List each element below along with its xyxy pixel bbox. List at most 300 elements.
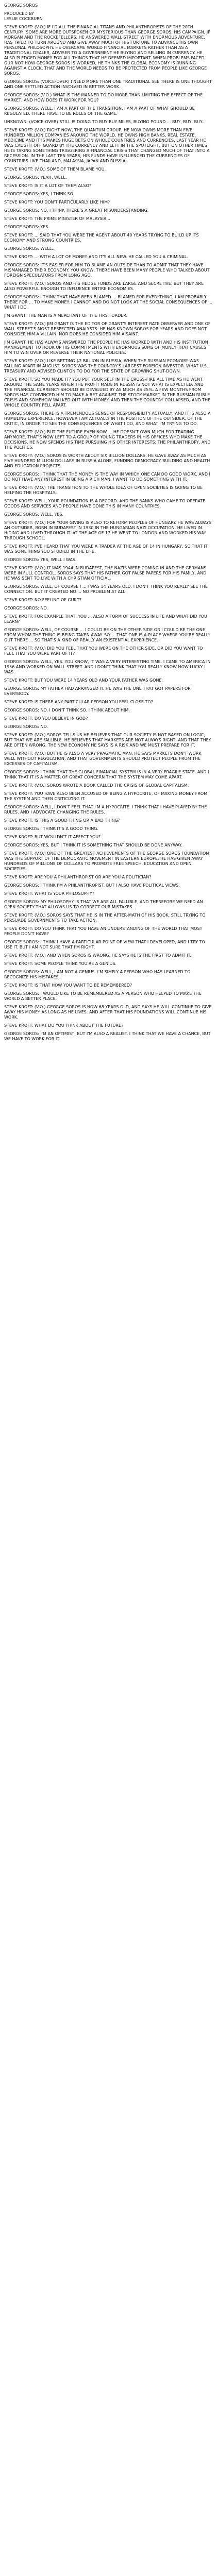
paragraph-text: I THINK THAT THE MONEY IS THE WAY IN WHICH ONE CAN DO GOOD WORK. AND I DO NOT HAVE ANY INTEREST IN BEING A RICH MAN. I WANT TO DO SOMETHING WITH IT. xyxy=(4,472,210,482)
speaker-separator: : xyxy=(38,295,41,299)
speaker-name: STEVE KROFT xyxy=(4,377,32,382)
paragraph-text: MY PHILOSOPHY IS THAT WE ARE ALL FALLIBLE, AND THEREFORE WE NEED AN OPEN SOCIETY THAT ALLOWS US TO CORRECT OUR MISTAKES. xyxy=(4,900,203,909)
speaker-separator: : xyxy=(31,614,35,619)
speaker-name: GEORGE SOROS xyxy=(4,93,38,97)
paragraph-text: I THINK I'M A PHILANTHROPIST. BUT I ALSO HAVE POLITICAL VIEWS. xyxy=(40,883,180,888)
transcript-paragraph xyxy=(4,678,213,683)
paragraph-text: SOME PEOPLE THINK YOU'RE A GENIUS. xyxy=(34,961,116,966)
paragraph-text: BUT WOULDN'T IT AFFECT YOU? xyxy=(34,835,101,839)
speaker-name: STEVE KROFT xyxy=(4,678,32,683)
transcript-paragraph xyxy=(4,208,213,213)
speaker-name: GEORGE SOROS xyxy=(4,1031,38,1036)
speaker-name: GEORGE SOROS xyxy=(4,246,38,251)
speaker-separator: : xyxy=(31,359,35,363)
paragraph-text: (V.O.) AND WHEN SOROS IS WRONG, HE SAYS HE IS THE FIRST TO ADMIT IT. xyxy=(34,953,191,958)
transcript-title: GEORGE SOROS xyxy=(4,3,38,8)
speaker-separator: : xyxy=(38,192,41,196)
paragraph-text: (V.O.) WHAT IS THE MANNER TO DO MORE THAN LIMITING THE EFFECT OF THE MARKET, AND HOW DOES IT WORK FOR YOU? xyxy=(4,93,203,103)
meta-line: LESLIE COCKBURN xyxy=(4,16,43,21)
speaker-name: STEVE KROFT xyxy=(4,953,32,958)
paragraph-text: NO FEELING OF GUILT? xyxy=(34,598,82,602)
paragraph-text: YEAH, WELL. xyxy=(40,175,67,180)
speaker-separator: : xyxy=(38,472,41,477)
transcript-paragraph xyxy=(4,200,213,205)
paragraph-text: (V.O.) GEORGE SOROS IS NOW 68 YEARS OLD, AND SAYS HE WILL CONTINUE TO GIVE AWAY HIS MONEY AS LONG AS HE LIVES. AND AFTER THAT HIS FOUNDATIONS WILL CONTINUE HIS WORK. xyxy=(4,1005,212,1020)
speaker-name: STEVE KROFT xyxy=(4,751,32,756)
speaker-name: STEVE KROFT xyxy=(4,716,32,721)
transcript-paragraph xyxy=(4,686,213,697)
speaker-name: GEORGE SOROS xyxy=(4,472,38,477)
speaker-name: GEORGE SOROS xyxy=(4,970,38,974)
paragraph-text: NO. xyxy=(40,724,48,729)
speaker-name: GEORGE SOROS xyxy=(4,826,38,831)
paragraph-text: (V.O.) FOR YOUR GIVING IS ALSO TO REFORM PEOPLES OF HUNGARY. HE WAS ALWAYS AN OUTSIDER, BORN IN BUDAPEST IN 1930 IN THE HUNGARIAN NAZI OCCUPATION. HE LIVED IN HIDING AND LIVED THROUGH IT. AT THE AGE OF 17 HE WENT TO LONDON AND WORKED HIS WAY THROUGH SCHOOL. xyxy=(4,520,212,540)
speaker-separator: : xyxy=(31,1005,35,1009)
speaker-separator: : xyxy=(31,200,35,205)
speaker-name: GEORGE SOROS xyxy=(4,883,38,888)
transcript-paragraph xyxy=(4,791,213,802)
speaker-name: STEVE KROFT xyxy=(4,321,32,326)
speaker-separator: : xyxy=(31,751,35,756)
transcript-paragraph xyxy=(4,544,213,554)
transcript-paragraph xyxy=(4,520,213,541)
paragraph-text: YES, BUT I THINK IT IS SOMETHING THAT SHOULD BE DONE ANYWAY. xyxy=(40,843,182,848)
speaker-separator: : xyxy=(31,499,35,503)
speaker-separator: : xyxy=(31,716,35,721)
transcript-paragraph xyxy=(4,783,213,788)
paragraph-text: (V.O.) SOROS WROTE A BOOK CALLED THE CRISIS OF GLOBAL CAPITALISM. xyxy=(34,783,189,788)
transcript-paragraph xyxy=(4,175,213,180)
speaker-name: JIM GRANT xyxy=(4,313,26,318)
transcript-paragraph xyxy=(4,499,213,509)
transcript-paragraph xyxy=(4,216,213,222)
speaker-name: STEVE KROFT xyxy=(4,183,32,188)
speaker-name: STEVE KROFT xyxy=(4,851,32,856)
transcript-paragraph xyxy=(4,321,213,337)
speaker-separator: : xyxy=(31,851,35,856)
speaker-separator: : xyxy=(38,883,41,888)
paragraph-text: IS THERE ANY PARTICULAR PERSON YOU FEEL CLOSE TO? xyxy=(34,700,153,704)
paragraph-text: (VOICE-OVER) I NEED MORE THAN ONE TRADITIONAL SEE THERE IS ONE THOUGHT AND ONE SETTLED ACTION INVOLVED IN BETTER WORK. xyxy=(4,79,212,89)
paragraph-text: WELL, YES. YOU KNOW, IT WAS A VERY INTERESTING TIME. I CAME TO AMERICA IN 1956 AND WORKED ON WALL STREET. AND I DON'T THINK THAT YOU REALLY KNOW HOW LUCKY I WAS. xyxy=(4,659,211,674)
transcript-paragraph xyxy=(4,377,213,408)
transcript-paragraph xyxy=(4,913,213,923)
transcript-paragraph xyxy=(4,1005,213,1020)
paragraph-text: WELL, YOUR FOUNDATION IS A RECORD. AND THE BANKS WHO CAME TO OPERATE GOODS AND SERVICES AND PEOPLE HAVE DONE THIS IN MANY COUNTRIES. xyxy=(4,499,206,509)
speaker-name: GEORGE SOROS xyxy=(4,557,38,562)
paragraph-text: I THINK I HAVE A PARTICULAR POINT OF VIEW THAT I DEVELOPED, AND I TRY TO USE IT. BUT I AM NOT SURE THAT I'M RIGHT. xyxy=(4,940,205,950)
paragraph-text: WELL... xyxy=(40,246,56,251)
speaker-name: STEVE KROFT xyxy=(4,359,32,363)
transcript-paragraph xyxy=(4,708,213,713)
paragraph-text: WELL, YES. xyxy=(40,512,63,517)
speaker-separator: : xyxy=(31,891,35,896)
paragraph-text: YES, WELL I WAS. xyxy=(40,557,77,562)
paragraph-text: (VOICE-OVER) STILL IS DOING TO BUY BUY MILES, BUYING POUND ... BUY, BUY, BUY... xyxy=(29,120,206,124)
transcript-paragraph xyxy=(4,826,213,832)
speaker-name: STEVE KROFT xyxy=(4,281,32,286)
speaker-name: STEVE KROFT xyxy=(4,1023,32,1028)
speaker-separator: : xyxy=(31,281,35,286)
transcript-paragraph xyxy=(4,1023,213,1028)
paragraph-text: I THINK THAT THE GLOBAL FINANCIAL SYSTEM IS IN A VERY FRAGILE STATE. AND I THINK THAT IT IS A MATTER OF GREAT CONCERN THAT THE SYSTEM MAY COME APART. xyxy=(4,770,209,779)
transcript-paragraph xyxy=(4,485,213,496)
speaker-name: STEVE KROFT xyxy=(4,485,32,490)
transcript-body xyxy=(4,25,213,1042)
speaker-separator: : xyxy=(31,700,35,704)
transcript-paragraph xyxy=(4,225,213,230)
speaker-name: UNKNOWN xyxy=(4,120,27,124)
paragraph-text: ... SAID THAT YOU WERE THE AGENT ABOUT 40 YEARS TRYING TO BUILD UP ITS ECONOMY AND STRONG COUNTRIES. xyxy=(4,233,199,243)
speaker-separator: : xyxy=(31,167,35,172)
speaker-name: STEVE KROFT xyxy=(4,818,32,823)
paragraph-text: I WOULD LIKE TO BE REMEMBERED AS A PERSON WHO HELPED TO MAKE THE WORLD A BETTER PLACE. xyxy=(4,991,202,1001)
paragraph-text: (V.O.) ONE OF THE GREATEST ACHIEVEMENTS OF THE GEORGE SOROS FOUNDATION WAS THE SUPPORT OF THE DEMOCRATIC MOVEMENT IN EASTERN EUROPE. HE HAS GIVEN AWAY HUNDREDS OF MILLIONS OF DOLLARS TO PROMOTE FREE SPEECH, EDUCATION AND OPEN SOCIETIES. xyxy=(4,851,209,871)
transcript-paragraph xyxy=(4,430,213,450)
speaker-name: GEORGE SOROS xyxy=(4,106,38,111)
transcript-page xyxy=(0,0,217,1050)
transcript-paragraph xyxy=(4,557,213,563)
transcript-paragraph xyxy=(4,724,213,730)
speaker-separator: : xyxy=(31,818,35,823)
speaker-name: GEORGE SOROS xyxy=(4,606,38,611)
paragraph-text: (V.O.) IF I'D ALL THE FINANCIAL TITANS AND PHILANTHROPISTS OF THE 20TH CENTURY, SOME ARE MORE OUTSPOKEN OR MYSTERIOUS THAN GEORGE SOROS. HIS CAMPAIGN, JP MORGAN AND THE ROCKEFELLERS, HE ANSWERED WALL STREET WITH ENORMOUS ADVENTURE, HAS TRIED TO TURN AROUND AND GIVE AWAY MUCH OF HIS FORTUNE TO ADVANCE HIS OWN PERSONAL PHILOSOPHY. HE OVERCAME WORLD FINANCIAL MARKETS RATHER THAN AS A TRADITIONAL DEALER, ADVISER TO A GOVERNMENT HE BUYING AND SELLING IN CURRENCY. HE ALSO PLEDGED MONEY FOR ALL THINGS THAT HE DEEMED IMPORTANT. WHEN PROBLEMS FACED OUR NOT HOW GEORGE SOROS IS WORKED, HE THINKS THE GLOBAL ECONOMY IS RUNNING AGAINST A CLOCK, THAT AND THE WORLD NEEDS TO BE PROTECTED FROM PEOPLE LIKE GEORGE SOROS. xyxy=(4,25,210,76)
paragraph-text: DO YOU BELIEVE IN GOD? xyxy=(34,716,88,721)
speaker-name: GEORGE SOROS xyxy=(4,79,38,84)
paragraph-text: (V.O.) BUT THE FUTURE EVEN NOW ... HE DOESN'T OWN MUCH FOR TRADING ANYMORE. THAT'S NOW LEFT TO A GROUP OF YOUNG TRADERS IN HIS OFFICES WHO MAKE THE DECISIONS. HE NOW SPENDS HIS TIME PURSUING HIS OTHER INTERESTS: THE PHILANTHROPY, AND THE POLITICS. xyxy=(4,430,211,450)
speaker-separator: : xyxy=(31,128,35,132)
speaker-name: STEVE KROFT xyxy=(4,520,32,525)
paragraph-text: (V.O.) SOROS TELLS US HE BELIEVES THAT OUR SOCIETY IS NOT BASED ON LOGIC, BUT THAT WE ARE FALLIBLE. HE BELIEVES THAT MARKETS ARE NOT ALWAYS RIGHT, AND THAT THEY ARE OFTEN WRONG. THE NEW ECONOMY HE SAYS IS A RISK AND WE MUST PREPARE FOR IT. xyxy=(4,733,211,748)
speaker-name: STEVE KROFT xyxy=(4,128,32,132)
transcript-paragraph xyxy=(4,659,213,675)
speaker-separator: : xyxy=(25,340,28,345)
speaker-name: GEORGE SOROS xyxy=(4,411,38,416)
speaker-separator: : xyxy=(38,686,41,691)
transcript-paragraph xyxy=(4,25,213,76)
transcript-paragraph xyxy=(4,628,213,643)
paragraph-text: DO YOU THINK THAT YOU HAVE AN UNDERSTANDING OF THE WORLD THAT MOST PEOPLE DON'T HAVE? xyxy=(4,926,203,936)
transcript-paragraph xyxy=(4,1031,213,1042)
speaker-separator: : xyxy=(31,983,35,988)
paragraph-text: (V.O.) SOROS IS WORTH ABOUT SIX BILLION DOLLARS. HE GAVE AWAY AS MUCH AS FIVE HUNDRED MILLION DOLLARS IN RUSSIA ALONE, FUNDING DEMOCRACY BUILDING AND HEALTH AND EDUCATION PROJECTS. xyxy=(4,453,210,468)
paragraph-text: BUT YOU WERE 14 YEARS OLD AND YOUR FATHER WAS GONE. xyxy=(34,678,163,683)
transcript-paragraph xyxy=(4,472,213,482)
speaker-separator: : xyxy=(38,225,41,229)
transcript-paragraph xyxy=(4,851,213,872)
paragraph-text: THE MAN IS A MERCHANT OF THE FIRST ORDER. xyxy=(28,313,128,318)
speaker-name: GEORGE SOROS xyxy=(4,628,38,632)
paragraph-text: (V.O.) JIM GRANT IS THE EDITOR OF GRANT'S INTEREST RATE OBSERVER AND ONE OF WALL STREET'S MOST RESPECTED ANALYSTS. HE HAS KNOWN SOROS FOR YEARS AND DOES NOT CONSIDER HIM A VILLAIN, NOR DOES HE CONSIDER HIM A SAINT. xyxy=(4,321,211,336)
transcript-paragraph xyxy=(4,598,213,603)
speaker-name: GEORGE SOROS xyxy=(4,900,38,904)
transcript-paragraph xyxy=(4,900,213,910)
transcript-paragraph xyxy=(4,991,213,1002)
speaker-separator: : xyxy=(38,843,41,848)
speaker-name: STEVE KROFT xyxy=(4,791,32,796)
speaker-name: STEVE KROFT xyxy=(4,544,32,549)
speaker-separator: : xyxy=(31,835,35,839)
speaker-name: STEVE KROFT xyxy=(4,891,32,896)
transcript-paragraph xyxy=(4,120,213,125)
paragraph-text: YES. xyxy=(40,225,50,229)
transcript-paragraph xyxy=(4,313,213,318)
speaker-separator: : xyxy=(31,791,35,796)
transcript-paragraph xyxy=(4,875,213,880)
paragraph-text: WELL, OF COURSE I ... I WAS 14 YEARS OLD. I DON'T THINK YOU REALLY SEE THE CONNECTION. BUT IT CREATED NO ... NO PROBLEM AT ALL. xyxy=(4,584,208,594)
transcript-paragraph xyxy=(4,926,213,937)
speaker-name: GEORGE SOROS xyxy=(4,175,38,180)
transcript-paragraph xyxy=(4,716,213,721)
transcript-paragraph xyxy=(4,843,213,848)
paragraph-text: WELL, OF COURSE ... I COULD BE ON THE OTHER SIDE OR I COULD BE THE ONE FROM WHOM THE THING IS BEING TAKEN AWAY. SO ... THAT ONE IS A PLACE WHERE YOU'RE REALLY OUT THERE ... SO THAT'S A KIND OF REALLY AN EXISTENTIAL EXPERIENCE. xyxy=(4,628,210,642)
speaker-name: STEVE KROFT xyxy=(4,700,32,704)
paragraph-text: IS IT A LOT OF THEM ALSO? xyxy=(34,183,91,188)
speaker-separator: : xyxy=(31,678,35,683)
speaker-separator: : xyxy=(38,1031,41,1036)
transcript-paragraph xyxy=(4,246,213,251)
transcript-paragraph xyxy=(4,961,213,967)
speaker-separator: : xyxy=(31,255,35,259)
speaker-separator: : xyxy=(31,1023,35,1028)
speaker-name: STEVE KROFT xyxy=(4,216,32,221)
paragraph-text: IS THIS A GOOD THING OR A BAD THING? xyxy=(34,818,121,823)
transcript-paragraph xyxy=(4,606,213,611)
speaker-name: GEORGE SOROS xyxy=(4,991,38,996)
speaker-name: STEVE KROFT xyxy=(4,646,32,651)
paragraph-text: (V.O.) SOROS AND HIS HEDGE FUNDS ARE LARGE AND SECRETIVE. BUT THEY ARE ALSO POWERFUL ENOUGH TO INFLUENCE ENTIRE ECONOMIES. xyxy=(4,281,204,291)
speaker-name: STEVE KROFT xyxy=(4,835,32,839)
speaker-separator: : xyxy=(31,25,35,29)
speaker-name: GEORGE SOROS xyxy=(4,805,38,809)
speaker-separator: : xyxy=(31,233,35,238)
speaker-separator: : xyxy=(38,900,41,904)
transcript-paragraph xyxy=(4,192,213,197)
speaker-name: STEVE KROFT xyxy=(4,233,32,238)
speaker-name: STEVE KROFT xyxy=(4,614,32,619)
paragraph-text: (V.O.) DID YOU FEEL THAT YOU WERE ON THE OTHER SIDE, OR DID YOU WANT TO FEEL THAT YOU WERE PART OF IT? xyxy=(4,646,203,656)
transcript-paragraph xyxy=(4,93,213,103)
speaker-separator: : xyxy=(38,93,41,97)
speaker-name: STEVE KROFT xyxy=(4,961,32,966)
paragraph-text: YES, I THINK SO. xyxy=(40,192,75,196)
speaker-name: STEVE KROFT xyxy=(4,926,32,931)
speaker-name: GEORGE SOROS xyxy=(4,295,38,299)
paragraph-text: ... WITH A LOT OF MONEY AND IT'S ALL NEW. HE CALLED YOU A CRIMINAL. xyxy=(34,255,188,259)
speaker-separator: : xyxy=(38,606,41,611)
transcript-meta xyxy=(4,11,213,22)
speaker-separator: : xyxy=(31,377,35,382)
speaker-separator: : xyxy=(38,263,41,267)
paragraph-text: YOU HAVE ALSO BEEN ACCUSED OF BEING A HYPOCRITE, OF MAKING MONEY FROM THE SYSTEM AND THEN CRITICIZING IT. xyxy=(4,791,208,801)
speaker-name: GEORGE SOROS xyxy=(4,659,38,664)
speaker-separator: : xyxy=(38,106,41,111)
transcript-paragraph xyxy=(4,453,213,469)
speaker-separator: : xyxy=(38,659,41,664)
paragraph-text: (V.O.) RIGHT NOW, THE QUANTUM GROUP, HE NOW OWNS MORE THAN FIVE HUNDRED MILLION COMPANIES AROUND THE WORLD. HE OWNS HIGH BANKS, REAL ESTATE, MEDICINE AND IT IS MAKES HUGE BETS ON WHOLE COUNTRIES AND CURRENCIES. LAST YEAR HE WAS CAUGHT OFF GUARD BY THE CURRENCY AND LEFT IN THE SPOTLIGHT, BUT ON OTHER TIMES HE IS TAKING SOMETHING TRIGGERING A FINANCIAL CRISIS THAT CHANGED MUCH OF THAT INTO A RECESSION. IN THE LAST TEN YEARS, HIS FUNDS HAVE INFLUENCED THE CURRENCIES OF COUNTRIES LIKE THAILAND, MALAYSIA, JAPAN AND RUSSIA. xyxy=(4,128,210,163)
meta-line: PRODUCED BY xyxy=(4,11,34,16)
transcript-paragraph xyxy=(4,263,213,278)
speaker-separator: : xyxy=(31,961,35,966)
paragraph-text: (V.O.) THE TRANSITION TO THE WHOLE IDEA OF OPEN SOCIETIES IS GOING TO BE HELPING THE HOSPITALS. xyxy=(4,485,203,495)
transcript-paragraph xyxy=(4,281,213,292)
speaker-name: GEORGE SOROS xyxy=(4,225,38,229)
speaker-name: STEVE KROFT xyxy=(4,499,32,503)
speaker-name: GEORGE SOROS xyxy=(4,686,38,691)
paragraph-text: HE HAS ALWAYS ANSWERED THE PEOPLE HE HAS WORKED WITH AND HIS INSTITUTION MANAGEMENT TO HOOK UP HIS COMMITMENTS WITH ENORMOUS SUMS OF MONEY THAT CAUSES HIM TO WIN OVER OR REVERSE THEIR NATIONAL POLICIES. xyxy=(4,340,208,355)
paragraph-text: THE PRIME MINISTER OF MALAYSIA... xyxy=(34,216,110,221)
paragraph-text: (V.O.) BUT HE IS ALSO A VERY PRAGMATIC MAN. HE SAYS MARKETS DON'T WORK WELL WITHOUT REGULATION, AND THAT GOVERNMENTS SHOULD PROTECT PEOPLE FROM THE EXCESSES OF CAPITALISM. xyxy=(4,751,202,766)
speaker-separator: : xyxy=(38,805,41,809)
speaker-name: GEORGE SOROS xyxy=(4,770,38,774)
speaker-name: STEVE KROFT xyxy=(4,566,32,570)
speaker-separator: : xyxy=(38,826,41,831)
speaker-separator: : xyxy=(31,598,35,602)
paragraph-text: FOR EXAMPLE THAT, YOU ... ALSO A FORM OF SUCCESS IN LIFE AND WHAT DID YOU LEARN? xyxy=(4,614,207,624)
speaker-name: GEORGE SOROS xyxy=(4,843,38,848)
transcript-paragraph xyxy=(4,818,213,823)
speaker-name: STEVE KROFT xyxy=(4,430,32,434)
speaker-name: GEORGE SOROS xyxy=(4,584,38,589)
transcript-paragraph xyxy=(4,233,213,243)
speaker-separator: : xyxy=(38,991,41,996)
paragraph-text: IS THAT HOW YOU WANT TO BE REMEMBERED? xyxy=(34,983,132,988)
transcript-paragraph xyxy=(4,883,213,888)
speaker-separator: : xyxy=(38,512,41,517)
transcript-paragraph xyxy=(4,970,213,980)
speaker-name: GEORGE SOROS xyxy=(4,263,38,267)
paragraph-text: IT'S EASIER FOR HIM TO BLAME AN OUTSIDE THAN TO ADMIT THAT THEY HAVE MISMANAGED THEIR ECONOMY. YOU KNOW, THERE HAVE BEEN MANY PEOPLE WHO TALKED ABOUT FOREIGN SPECULATORS FROM LONG AGO. xyxy=(4,263,210,278)
speaker-separator: : xyxy=(31,216,35,221)
paragraph-text: THERE IS A TREMENDOUS SENSE OF RESPONSIBILITY ACTUALLY, AND IT IS ALSO A HUMBLING EXPERIENCE. HOWEVER I AM ACTUALLY IN THE POSITION OF THE OUTSIDER, OF THE CRITIC, IN ORDER TO SEE THE CONSEQUENCES OF WHAT I DO, AND WHAT I'M TRYING TO DO. xyxy=(4,411,211,426)
speaker-separator: : xyxy=(31,566,35,570)
speaker-separator: : xyxy=(26,120,29,124)
speaker-separator: : xyxy=(31,733,35,737)
paragraph-text: SO YOU MADE IT? YOU PUT YOUR SELF IN THE CROSS-FIRE ALL TIME AS HE WENT AROUND THE SAME YEARS WHEN THE PROFIT MADE IN RUSSIA IS NOT WHAT IS EXPECTED. AND THE FINANCIAL CURRENCY SHOULD BE DEVALUED BY AS MUCH AS 25%. A FEW MONTHS FROM SOROS HAS CONVINCED HIM TO MAKE A BET AGAINST THE STOCK MARKET IN THE RUSSIAN RUBLE CRISIS AND SOMEHOW WALKED OUT WITH MONEY. AND THEN THE COUNTRY COLLAPSED, AND THE WHOLE COUNTRY FELL APART. xyxy=(4,377,211,408)
speaker-separator: : xyxy=(38,708,41,713)
speaker-separator: : xyxy=(38,175,41,180)
speaker-separator: : xyxy=(31,913,35,918)
paragraph-text: (V.O.) IT WAS 1944 IN BUDAPEST, THE NAZIS WERE COMING IN AND THE GERMANS WERE IN FULL CONTROL. SOROS SAYS THAT HIS FATHER GOT FALSE PAPERS FOR HIS FAMILY, AND HE WAS SENT TO LIVE WITH A CHRISTIAN OFFICIAL. xyxy=(4,566,207,581)
speaker-name: GEORGE SOROS xyxy=(4,208,38,213)
transcript-paragraph xyxy=(4,953,213,958)
paragraph-text: MY FATHER HAD ARRANGED IT. HE WAS THE ONE THAT GOT PAPERS FOR EVERYBODY. xyxy=(4,686,191,696)
transcript-paragraph xyxy=(4,770,213,780)
speaker-name: GEORGE SOROS xyxy=(4,724,38,729)
transcript-paragraph xyxy=(4,295,213,310)
transcript-paragraph xyxy=(4,411,213,427)
speaker-separator: : xyxy=(38,246,41,251)
paragraph-text: WELL, I AM NOT A GENIUS. I'M SIMPLY A PERSON WHO HAS LEARNED TO RECOGNIZE HIS MISTAKES. xyxy=(4,970,191,979)
speaker-separator: : xyxy=(31,783,35,788)
speaker-name: STEVE KROFT xyxy=(4,167,32,172)
speaker-name: STEVE KROFT xyxy=(4,783,32,788)
speaker-name: STEVE KROFT xyxy=(4,1005,32,1009)
paragraph-text: YOU DON'T PARTICULARLY LIKE HIM? xyxy=(34,200,110,205)
paragraph-text: (V.O.) SOROS SAYS THAT HE IS IN THE AFTER-MATH OF HIS BOOK, STILL TRYING TO PERSUADE GOVERNMENTS TO TAKE ACTION. xyxy=(4,913,206,923)
speaker-separator: : xyxy=(38,79,41,84)
speaker-name: JIM GRANT xyxy=(4,340,26,345)
speaker-separator: : xyxy=(38,411,41,416)
transcript-paragraph xyxy=(4,891,213,896)
transcript-paragraph xyxy=(4,340,213,355)
speaker-separator: : xyxy=(31,544,35,549)
speaker-separator: : xyxy=(31,646,35,651)
transcript-paragraph xyxy=(4,128,213,164)
speaker-separator: : xyxy=(38,970,41,974)
speaker-name: GEORGE SOROS xyxy=(4,512,38,517)
paragraph-text: ARE YOU A PHILANTHROPIST OR ARE YOU A POLITICIAN? xyxy=(34,875,152,879)
speaker-separator: : xyxy=(38,584,41,589)
speaker-separator: : xyxy=(31,875,35,879)
speaker-separator: : xyxy=(31,520,35,525)
speaker-separator: : xyxy=(31,430,35,434)
speaker-separator: : xyxy=(31,453,35,458)
speaker-name: GEORGE SOROS xyxy=(4,708,38,713)
paragraph-text: NO, I THINK THERE'S A GREAT MISUNDERSTANDING. xyxy=(40,208,149,213)
transcript-paragraph xyxy=(4,751,213,767)
speaker-name: STEVE KROFT xyxy=(4,255,32,259)
transcript-paragraph xyxy=(4,512,213,517)
transcript-paragraph xyxy=(4,359,213,374)
speaker-name: STEVE KROFT xyxy=(4,25,32,29)
speaker-separator: : xyxy=(38,940,41,944)
speaker-name: STEVE KROFT xyxy=(4,913,32,918)
speaker-separator: : xyxy=(38,208,41,213)
paragraph-text: I THINK THAT HAVE BEEN BLAMED ... BLAMED FOR EVERYTHING. I AM PROBABLY THERE FOR ... TO MAKE MONEY. I CANNOT AND DO NOT LOOK AT THE SOCIAL CONSEQUENCES OF ... WHAT I DO. xyxy=(4,295,212,310)
speaker-separator: : xyxy=(31,321,35,326)
speaker-separator: : xyxy=(31,926,35,931)
transcript-paragraph xyxy=(4,167,213,172)
speaker-separator: : xyxy=(31,485,35,490)
speaker-name: STEVE KROFT xyxy=(4,875,32,879)
transcript-paragraph xyxy=(4,106,213,116)
speaker-separator: : xyxy=(38,628,41,632)
speaker-name: STEVE KROFT xyxy=(4,983,32,988)
paragraph-text: NO. xyxy=(40,606,48,611)
speaker-name: STEVE KROFT xyxy=(4,733,32,737)
transcript-paragraph xyxy=(4,566,213,581)
transcript-paragraph xyxy=(4,805,213,815)
transcript-paragraph xyxy=(4,940,213,950)
transcript-paragraph xyxy=(4,183,213,189)
transcript-paragraph xyxy=(4,255,213,260)
speaker-separator: : xyxy=(38,724,41,729)
paragraph-text: WHAT DO YOU THINK ABOUT THE FUTURE? xyxy=(34,1023,124,1028)
paragraph-text: WHAT IS YOUR PHILOSOPHY? xyxy=(34,891,94,896)
transcript-paragraph xyxy=(4,646,213,656)
transcript-paragraph xyxy=(4,733,213,748)
transcript-paragraph xyxy=(4,79,213,90)
speaker-separator: : xyxy=(31,183,35,188)
speaker-separator: : xyxy=(25,313,28,318)
speaker-name: STEVE KROFT xyxy=(4,453,32,458)
paragraph-text: (V.O.) LIKE BETTING $2 BILLION IN RUSSIA, WHEN THE RUSSIAN ECONOMY WAS FALLING APART IN AUGUST. SOROS WAS THE COUNTRY'S LARGEST FOREIGN INVESTOR. WHAT U.S. TREASURY AND ADVISED CLINTON TO DO FOR THE STATE OF GROWING SHUT-DOWN. xyxy=(4,359,208,374)
speaker-separator: : xyxy=(38,557,41,562)
paragraph-text: I'VE HEARD THAT YOU WERE A TRADER AT THE AGE OF 14 IN HUNGARY, SO THAT IT WAS SOMETHING YOU STUDIED IN THE LIFE. xyxy=(4,544,208,554)
speaker-name: STEVE KROFT xyxy=(4,598,32,602)
paragraph-text: WELL, I DON'T FEEL THAT I'M A HYPOCRITE. I THINK THAT I HAVE PLAYED BY THE RULES. AND I ADVOCATE CHANGING THE RULES. xyxy=(4,805,207,815)
transcript-paragraph xyxy=(4,983,213,988)
speaker-name: GEORGE SOROS xyxy=(4,192,38,196)
paragraph-text: I'M AN OPTIMIST, BUT I'M ALSO A REALIST. I THINK THAT WE HAVE A CHANCE, BUT WE HAVE TO WORK FOR IT. xyxy=(4,1031,211,1041)
transcript-paragraph xyxy=(4,614,213,624)
speaker-name: GEORGE SOROS xyxy=(4,940,38,944)
paragraph-text: I THINK IT'S A GOOD THING. xyxy=(40,826,98,831)
paragraph-text: (V.O.) SOME OF THEM BLAME YOU. xyxy=(34,167,106,172)
speaker-separator: : xyxy=(31,953,35,958)
speaker-name: STEVE KROFT xyxy=(4,200,32,205)
